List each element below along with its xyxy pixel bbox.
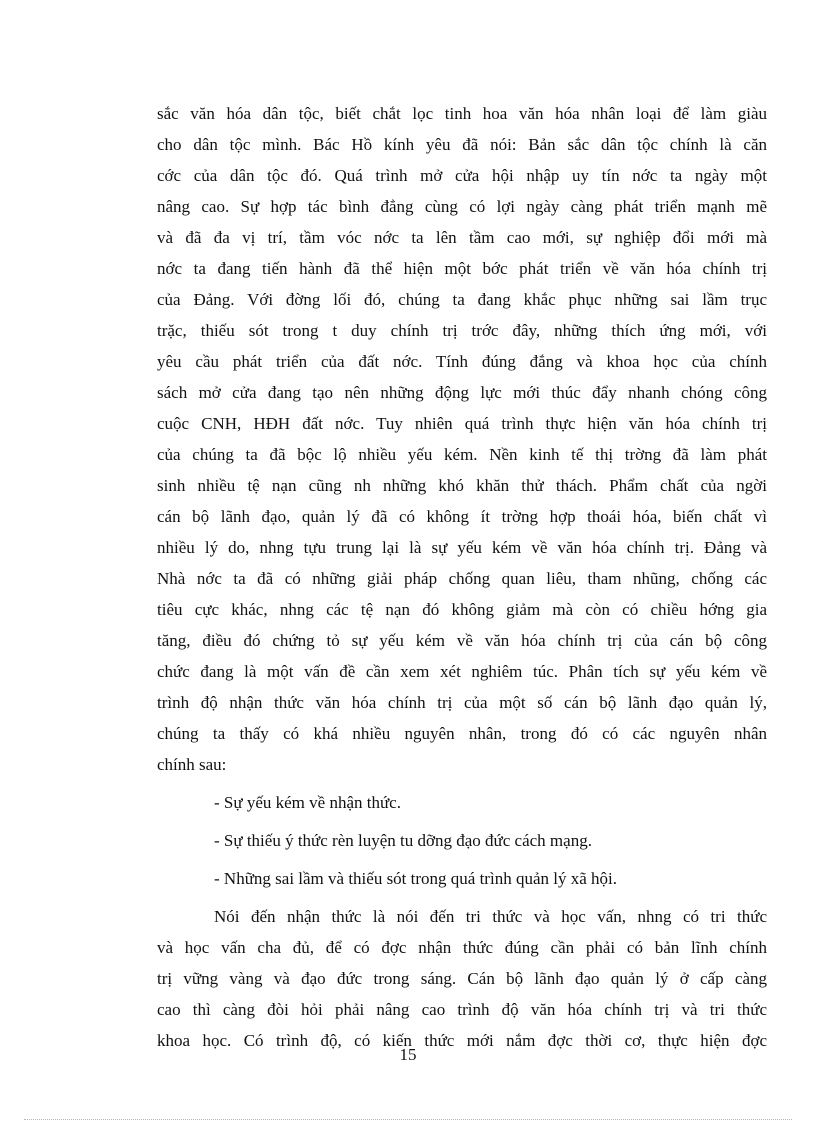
paragraph-line: nhiều lý do, nhng tựu trung lại là sự yếu kém về văn hóa chính trị. Đảng và [157,538,767,557]
bullet-item: - Những sai lầm và thiếu sót trong quá trình quản lý xã hội. [214,869,617,888]
paragraph-line: khoa học. Có trình độ, có kiến thức mới nắm đợc thời cơ, thực hiện đợc [157,1031,767,1050]
paragraph-line: Nhà nớc ta đã có những giải pháp chống quan liêu, tham nhũng, chống các [157,569,767,588]
page-number: 15 [399,1045,417,1064]
paragraph-line: nâng cao. Sự hợp tác bình đẳng cùng có lợi ngày càng phát triển mạnh mẽ [157,197,767,216]
bullet-item: - Sự thiếu ý thức rèn luyện tu dỡng đạo đức cách mạng. [214,831,592,850]
paragraph-line: tiêu cực khác, nhng các tệ nạn đó không giảm mà còn có chiều hớng gia [157,600,767,619]
paragraph-line: cho dân tộc mình. Bác Hồ kính yêu đã nói: Bản sắc dân tộc chính là căn [157,135,767,154]
paragraph-line: Nói đến nhận thức là nói đến tri thức và học vấn, nhng có tri thức [214,907,767,926]
paragraph-line: chúng ta thấy có khá nhiều nguyên nhân, trong đó có các nguyên nhân [157,724,767,743]
paragraph-line: của Đảng. Với đờng lối đó, chúng ta đang khắc phục những sai lầm trục [157,290,767,309]
paragraph-line: cao thì càng đòi hỏi phải nâng cao trình độ văn hóa chính trị và tri thức [157,1000,767,1019]
bullet-item: - Sự yếu kém về nhận thức. [214,793,401,812]
paragraph-line: và học vấn cha đủ, để có đợc nhận thức đúng cần phải có bản lĩnh chính [157,938,767,957]
page-bottom-divider [24,1119,792,1120]
paragraph-line: chính sau: [157,755,227,774]
paragraph-line: chức đang là một vấn đề cần xem xét nghiêm túc. Phân tích sự yếu kém về [157,662,767,681]
paragraph-line: sách mở cửa đang tạo nên những động lực mới thúc đẩy nhanh chóng công [157,383,767,402]
paragraph-line: trình độ nhận thức văn hóa chính trị của một số cán bộ lãnh đạo quản lý, [157,693,767,712]
paragraph-line: tăng, điều đó chứng tỏ sự yếu kém về văn hóa chính trị của cán bộ công [157,631,767,650]
paragraph-line: trặc, thiếu sót trong t duy chính trị trớc đây, những thích ứng mới, với [157,321,767,340]
paragraph-line: nớc ta đang tiến hành đã thể hiện một bớc phát triển về văn hóa chính trị [157,259,767,278]
paragraph-line: yêu cầu phát triển của đất nớc. Tính đúng đắng và khoa học của chính [157,352,767,371]
paragraph-line: sắc văn hóa dân tộc, biết chắt lọc tinh hoa văn hóa nhân loại để làm giàu [157,104,767,123]
paragraph-line: sinh nhiều tệ nạn cũng nh những khó khăn thử thách. Phẩm chất của ngời [157,476,767,495]
paragraph-line: cuộc CNH, HĐH đất nớc. Tuy nhiên quá trình thực hiện văn hóa chính trị [157,414,767,433]
paragraph-line: cán bộ lãnh đạo, quản lý đã có không ít trờng hợp thoái hóa, biến chất vì [157,507,767,526]
paragraph-line: cớc của dân tộc đó. Quá trình mở cửa hội nhập uy tín nớc ta ngày một [157,166,767,185]
paragraph-line: của chúng ta đã bộc lộ nhiều yếu kém. Nền kinh tế thị trờng đã làm phát [157,445,767,464]
paragraph-line: trị vững vàng và đạo đức trong sáng. Cán bộ lãnh đạo quản lý ở cấp càng [157,969,767,988]
paragraph-line: và đã đa vị trí, tầm vóc nớc ta lên tầm cao mới, sự nghiệp đổi mới mà [157,228,767,247]
